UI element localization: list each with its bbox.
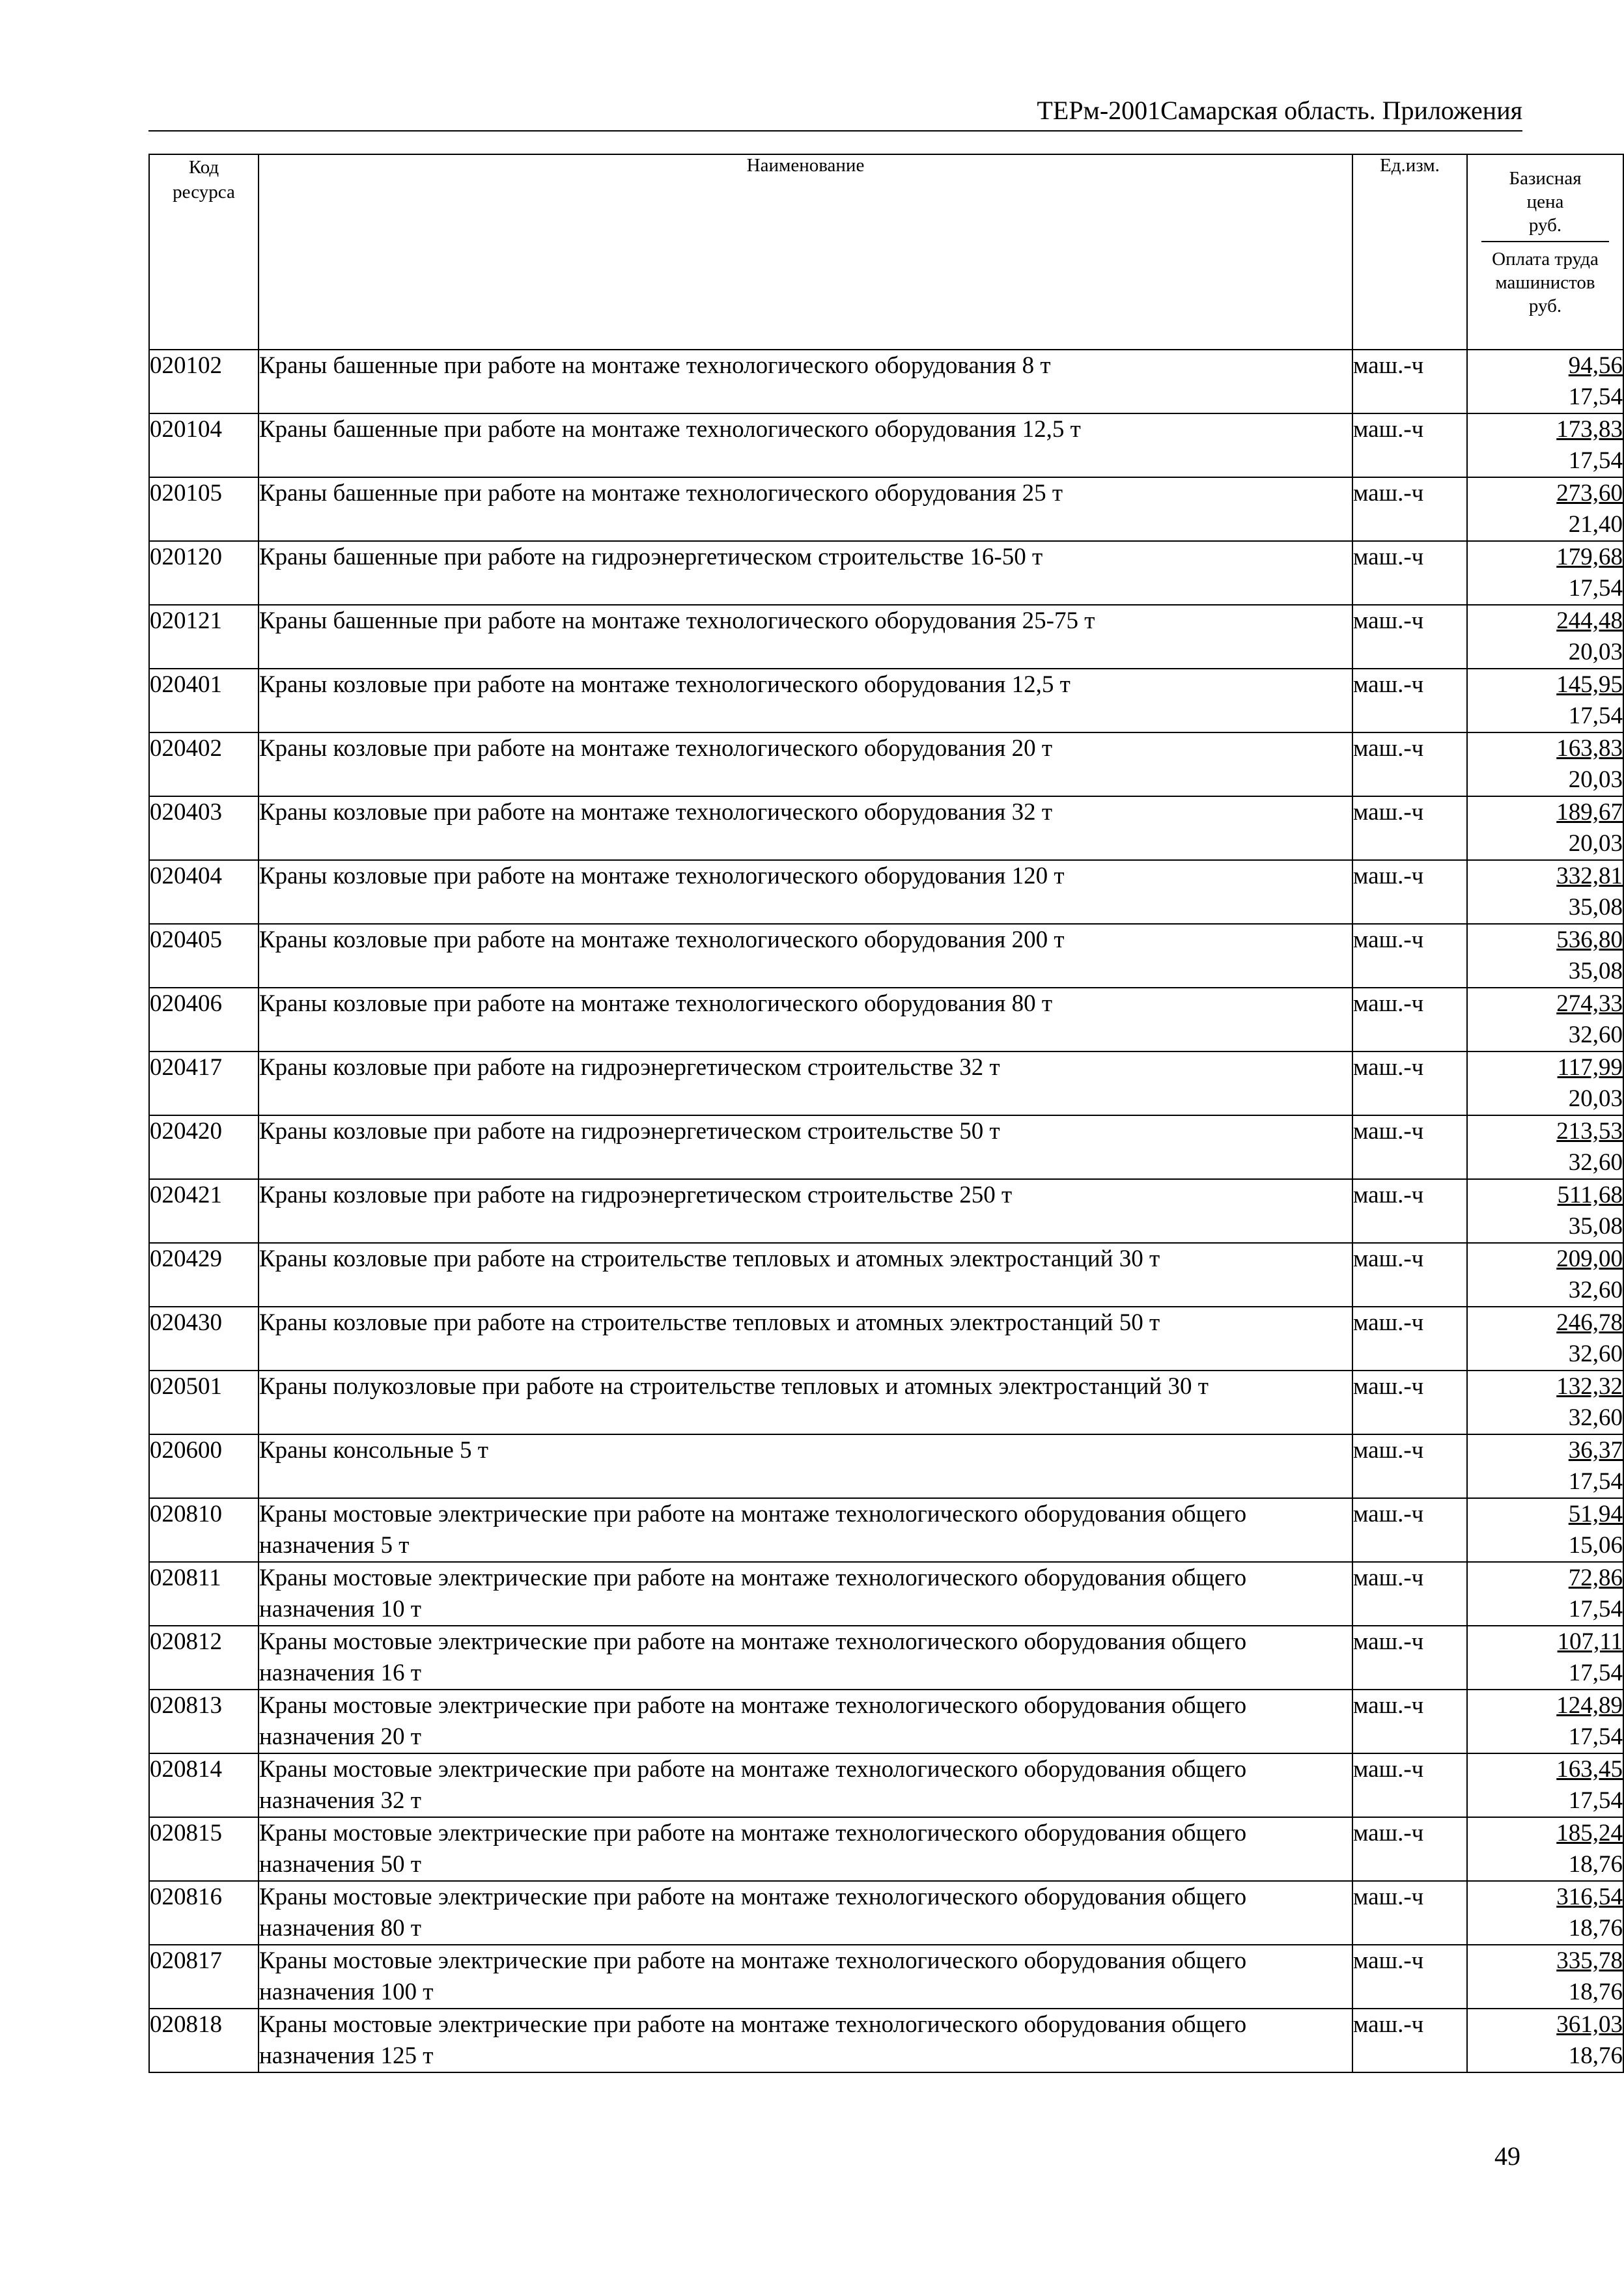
- base-price: 163,45: [1556, 1756, 1623, 1783]
- base-price: 173,83: [1556, 416, 1623, 443]
- table-row: [149, 732, 1623, 796]
- operator-wage: 20,03: [1568, 1085, 1623, 1112]
- table-row: [149, 1371, 1623, 1434]
- resource-name: Краны козловые при работе на монтаже технологического оборудования 12,5 т: [259, 669, 1352, 732]
- resource-unit: маш.-ч: [1352, 413, 1467, 477]
- resource-unit: маш.-ч: [1352, 1179, 1467, 1243]
- resource-name: Краны козловые при работе на монтаже технологического оборудования 120 т: [259, 860, 1352, 924]
- resource-unit: маш.-ч: [1352, 924, 1467, 988]
- resources-table: [148, 154, 1624, 2073]
- resource-name: Краны башенные при работе на монтаже технологического оборудования 12,5 т: [259, 413, 1352, 477]
- table-row: [149, 1434, 1623, 1498]
- resource-code: 020430: [149, 1307, 259, 1371]
- resource-name: Краны мостовые электрические при работе на монтаже технологического оборудования общего назначения 125 т: [259, 2009, 1352, 2072]
- operator-wage: 32,60: [1568, 1149, 1623, 1176]
- operator-wage: 17,54: [1568, 1723, 1623, 1750]
- operator-wage: 32,60: [1568, 1022, 1623, 1048]
- resource-name: Краны башенные при работе на гидроэнергетическом строительстве 16-50 т: [259, 541, 1352, 605]
- operator-wage: 17,54: [1568, 447, 1623, 474]
- table-row: [149, 477, 1623, 541]
- resource-code: 020816: [149, 1881, 259, 1945]
- resource-code: 020501: [149, 1371, 259, 1434]
- header-title: ТЕРм-2001Самарская область. Приложения: [1037, 96, 1522, 125]
- table-row: [149, 924, 1623, 988]
- operator-wage: 18,76: [1568, 1851, 1623, 1878]
- operator-wage: 17,54: [1568, 1468, 1623, 1495]
- table-row: [149, 1307, 1623, 1371]
- base-price: 189,67: [1556, 799, 1623, 826]
- operator-wage: 17,54: [1568, 575, 1623, 602]
- resource-unit: маш.-ч: [1352, 1562, 1467, 1626]
- table-row: [149, 796, 1623, 860]
- resource-price-cell: [1467, 860, 1623, 924]
- table-row: [149, 350, 1623, 413]
- operator-wage: 32,60: [1568, 1404, 1623, 1431]
- resource-name: Краны козловые при работе на монтаже технологического оборудования 80 т: [259, 988, 1352, 1051]
- resource-code: 020120: [149, 541, 259, 605]
- operator-wage: 17,54: [1568, 383, 1623, 410]
- table-row: [149, 413, 1623, 477]
- base-price: 316,54: [1556, 1884, 1623, 1910]
- operator-wage: 17,54: [1568, 1660, 1623, 1686]
- table-row: [149, 1115, 1623, 1179]
- table-row: [149, 1051, 1623, 1115]
- resource-unit: маш.-ч: [1352, 350, 1467, 413]
- resource-price-cell: [1467, 1817, 1623, 1881]
- base-price: 145,95: [1556, 671, 1623, 698]
- base-price: 132,32: [1556, 1373, 1623, 1400]
- table-row: [149, 1626, 1623, 1690]
- resource-price-cell: [1467, 1753, 1623, 1817]
- base-price: 117,99: [1557, 1054, 1623, 1081]
- resource-code: 020405: [149, 924, 259, 988]
- table-header-row: [149, 154, 1623, 350]
- resource-unit: маш.-ч: [1352, 1817, 1467, 1881]
- page-number: 49: [1494, 2141, 1520, 2171]
- base-price: 51,94: [1568, 1501, 1623, 1527]
- operator-wage: 35,08: [1568, 894, 1623, 921]
- base-price: 72,86: [1568, 1565, 1623, 1591]
- resource-name: Краны башенные при работе на монтаже технологического оборудования 25 т: [259, 477, 1352, 541]
- base-price: 163,83: [1556, 735, 1623, 762]
- header-unit: Ед.изм.: [1352, 154, 1467, 350]
- resource-price-cell: [1467, 924, 1623, 988]
- resource-name: Краны мостовые электрические при работе на монтаже технологического оборудования общего назначения 100 т: [259, 1945, 1352, 2009]
- resource-price-cell: [1467, 1945, 1623, 2009]
- resource-code: 020406: [149, 988, 259, 1051]
- resource-price-cell: [1467, 605, 1623, 669]
- operator-wage: 20,03: [1568, 766, 1623, 793]
- base-price: 179,68: [1556, 544, 1623, 570]
- table-row: [149, 1817, 1623, 1881]
- resource-code: 020817: [149, 1945, 259, 2009]
- resource-code: 020811: [149, 1562, 259, 1626]
- resource-name: Краны башенные при работе на монтаже технологического оборудования 8 т: [259, 350, 1352, 413]
- base-price: 246,78: [1556, 1309, 1623, 1336]
- resource-code: 020815: [149, 1817, 259, 1881]
- operator-wage: 17,54: [1568, 1596, 1623, 1622]
- resource-price-cell: [1467, 1371, 1623, 1434]
- resource-unit: маш.-ч: [1352, 1945, 1467, 2009]
- operator-wage: 20,03: [1568, 639, 1623, 665]
- table-row: [149, 1753, 1623, 1817]
- resource-unit: маш.-ч: [1352, 1753, 1467, 1817]
- base-price: 536,80: [1556, 926, 1623, 953]
- base-price: 361,03: [1556, 2011, 1623, 2038]
- resource-unit: маш.-ч: [1352, 988, 1467, 1051]
- resource-unit: маш.-ч: [1352, 1690, 1467, 1753]
- table-row: [149, 1243, 1623, 1307]
- operator-wage: 15,06: [1568, 1532, 1623, 1559]
- resource-price-cell: [1467, 1179, 1623, 1243]
- resource-unit: маш.-ч: [1352, 1881, 1467, 1945]
- resource-price-cell: [1467, 1115, 1623, 1179]
- resource-price-cell: [1467, 1881, 1623, 1945]
- resource-code: 020121: [149, 605, 259, 669]
- resource-unit: маш.-ч: [1352, 1626, 1467, 1690]
- resource-unit: маш.-ч: [1352, 605, 1467, 669]
- resource-name: Краны козловые при работе на гидроэнергетическом строительстве 32 т: [259, 1051, 1352, 1115]
- header-wage-line: руб.: [1528, 296, 1562, 316]
- operator-wage: 32,60: [1568, 1277, 1623, 1303]
- table-row: [149, 1498, 1623, 1562]
- header-code-line: ресурса: [173, 182, 235, 202]
- operator-wage: 21,40: [1568, 511, 1623, 538]
- resource-code: 020403: [149, 796, 259, 860]
- header-price-line: цена: [1526, 191, 1564, 212]
- resource-name: Краны козловые при работе на монтаже технологического оборудования 32 т: [259, 796, 1352, 860]
- resource-unit: маш.-ч: [1352, 477, 1467, 541]
- operator-wage: 17,54: [1568, 703, 1623, 729]
- resource-code: 020102: [149, 350, 259, 413]
- table-row: [149, 669, 1623, 732]
- resource-price-cell: [1467, 1690, 1623, 1753]
- resource-code: 020813: [149, 1690, 259, 1753]
- resource-name: Краны мостовые электрические при работе на монтаже технологического оборудования общего назначения 5 т: [259, 1498, 1352, 1562]
- resource-name: Краны мостовые электрические при работе на монтаже технологического оборудования общего назначения 10 т: [259, 1562, 1352, 1626]
- resource-unit: маш.-ч: [1352, 1434, 1467, 1498]
- base-price: 36,37: [1568, 1437, 1623, 1464]
- operator-wage: 20,03: [1568, 830, 1623, 857]
- resource-name: Краны козловые при работе на монтаже технологического оборудования 200 т: [259, 924, 1352, 988]
- resource-unit: маш.-ч: [1352, 1371, 1467, 1434]
- base-price: 185,24: [1556, 1820, 1623, 1846]
- resource-name: Краны мостовые электрические при работе на монтаже технологического оборудования общего назначения 50 т: [259, 1817, 1352, 1881]
- resource-price-cell: [1467, 2009, 1623, 2072]
- resource-name: Краны козловые при работе на гидроэнергетическом строительстве 250 т: [259, 1179, 1352, 1243]
- resource-name: Краны башенные при работе на монтаже технологического оборудования 25-75 т: [259, 605, 1352, 669]
- resource-unit: маш.-ч: [1352, 541, 1467, 605]
- base-price: 332,81: [1556, 863, 1623, 889]
- base-price: 335,78: [1556, 1947, 1623, 1974]
- table-row: [149, 988, 1623, 1051]
- table-row: [149, 860, 1623, 924]
- resource-code: 020818: [149, 2009, 259, 2072]
- resource-name: Краны козловые при работе на строительстве тепловых и атомных электростанций 50 т: [259, 1307, 1352, 1371]
- resource-unit: маш.-ч: [1352, 860, 1467, 924]
- resource-name: Краны козловые при работе на гидроэнергетическом строительстве 50 т: [259, 1115, 1352, 1179]
- operator-wage: 32,60: [1568, 1341, 1623, 1367]
- header-name: Наименование: [259, 154, 1352, 350]
- header-code: [149, 154, 259, 350]
- operator-wage: 17,54: [1568, 1787, 1623, 1814]
- table-row: [149, 1690, 1623, 1753]
- resource-price-cell: [1467, 1562, 1623, 1626]
- resource-price-cell: [1467, 1626, 1623, 1690]
- resource-code: 020105: [149, 477, 259, 541]
- base-price: 124,89: [1556, 1692, 1623, 1719]
- header-wage-line: Оплата труда: [1492, 249, 1599, 270]
- base-price: 274,33: [1556, 990, 1623, 1017]
- resource-price-cell: [1467, 350, 1623, 413]
- operator-wage: 18,76: [1568, 2042, 1623, 2069]
- base-price: 244,48: [1556, 607, 1623, 634]
- resource-name: Краны мостовые электрические при работе на монтаже технологического оборудования общего назначения 80 т: [259, 1881, 1352, 1945]
- resource-code: 020104: [149, 413, 259, 477]
- resource-unit: маш.-ч: [1352, 1051, 1467, 1115]
- table-row: [149, 605, 1623, 669]
- header-code-line: Код: [188, 157, 219, 178]
- resource-price-cell: [1467, 1051, 1623, 1115]
- resource-name: Краны козловые при работе на монтаже технологического оборудования 20 т: [259, 732, 1352, 796]
- resource-code: 020810: [149, 1498, 259, 1562]
- resource-price-cell: [1467, 796, 1623, 860]
- resource-price-cell: [1467, 1307, 1623, 1371]
- table-row: [149, 1945, 1623, 2009]
- table-row: [149, 1179, 1623, 1243]
- resource-unit: маш.-ч: [1352, 2009, 1467, 2072]
- table-row: [149, 541, 1623, 605]
- resource-unit: маш.-ч: [1352, 1243, 1467, 1307]
- resource-code: 020814: [149, 1753, 259, 1817]
- resource-code: 020404: [149, 860, 259, 924]
- resource-code: 020402: [149, 732, 259, 796]
- resource-unit: маш.-ч: [1352, 1115, 1467, 1179]
- resource-price-cell: [1467, 1434, 1623, 1498]
- resource-name: Краны полукозловые при работе на строительстве тепловых и атомных электростанций 30 т: [259, 1371, 1352, 1434]
- table-row: [149, 2009, 1623, 2072]
- base-price: 213,53: [1556, 1118, 1623, 1145]
- resource-price-cell: [1467, 732, 1623, 796]
- header-price: [1467, 154, 1623, 350]
- table-row: [149, 1562, 1623, 1626]
- resource-price-cell: [1467, 413, 1623, 477]
- resource-name: Краны мостовые электрические при работе на монтаже технологического оборудования общего назначения 20 т: [259, 1690, 1352, 1753]
- resource-name: Краны козловые при работе на строительстве тепловых и атомных электростанций 30 т: [259, 1243, 1352, 1307]
- resource-code: 020812: [149, 1626, 259, 1690]
- resource-price-cell: [1467, 1243, 1623, 1307]
- resource-price-cell: [1467, 477, 1623, 541]
- base-price: 511,68: [1557, 1182, 1623, 1208]
- resource-code: 020417: [149, 1051, 259, 1115]
- base-price: 273,60: [1556, 480, 1623, 507]
- page-header: [148, 91, 1522, 132]
- resource-unit: маш.-ч: [1352, 796, 1467, 860]
- resource-price-cell: [1467, 1498, 1623, 1562]
- resource-price-cell: [1467, 541, 1623, 605]
- resource-name: Краны мостовые электрические при работе на монтаже технологического оборудования общего назначения 32 т: [259, 1753, 1352, 1817]
- resource-code: 020420: [149, 1115, 259, 1179]
- operator-wage: 18,76: [1568, 1915, 1623, 1942]
- resource-code: 020429: [149, 1243, 259, 1307]
- operator-wage: 35,08: [1568, 958, 1623, 984]
- resource-code: 020401: [149, 669, 259, 732]
- resource-name: Краны мостовые электрические при работе на монтаже технологического оборудования общего назначения 16 т: [259, 1626, 1352, 1690]
- header-wage-line: машинистов: [1495, 272, 1595, 293]
- resource-unit: маш.-ч: [1352, 1498, 1467, 1562]
- base-price: 209,00: [1556, 1246, 1623, 1272]
- base-price: 107,11: [1557, 1628, 1623, 1655]
- resource-unit: маш.-ч: [1352, 669, 1467, 732]
- resource-unit: маш.-ч: [1352, 732, 1467, 796]
- resource-price-cell: [1467, 669, 1623, 732]
- operator-wage: 35,08: [1568, 1213, 1623, 1240]
- header-price-line: руб.: [1528, 215, 1562, 236]
- resource-unit: маш.-ч: [1352, 1307, 1467, 1371]
- resource-price-cell: [1467, 988, 1623, 1051]
- header-price-line: Базисная: [1509, 168, 1582, 189]
- table-row: [149, 1881, 1623, 1945]
- base-price: 94,56: [1568, 352, 1623, 379]
- resource-code: 020600: [149, 1434, 259, 1498]
- header-price-divider: [1481, 241, 1609, 242]
- operator-wage: 18,76: [1568, 1979, 1623, 2005]
- resource-code: 020421: [149, 1179, 259, 1243]
- resource-name: Краны консольные 5 т: [259, 1434, 1352, 1498]
